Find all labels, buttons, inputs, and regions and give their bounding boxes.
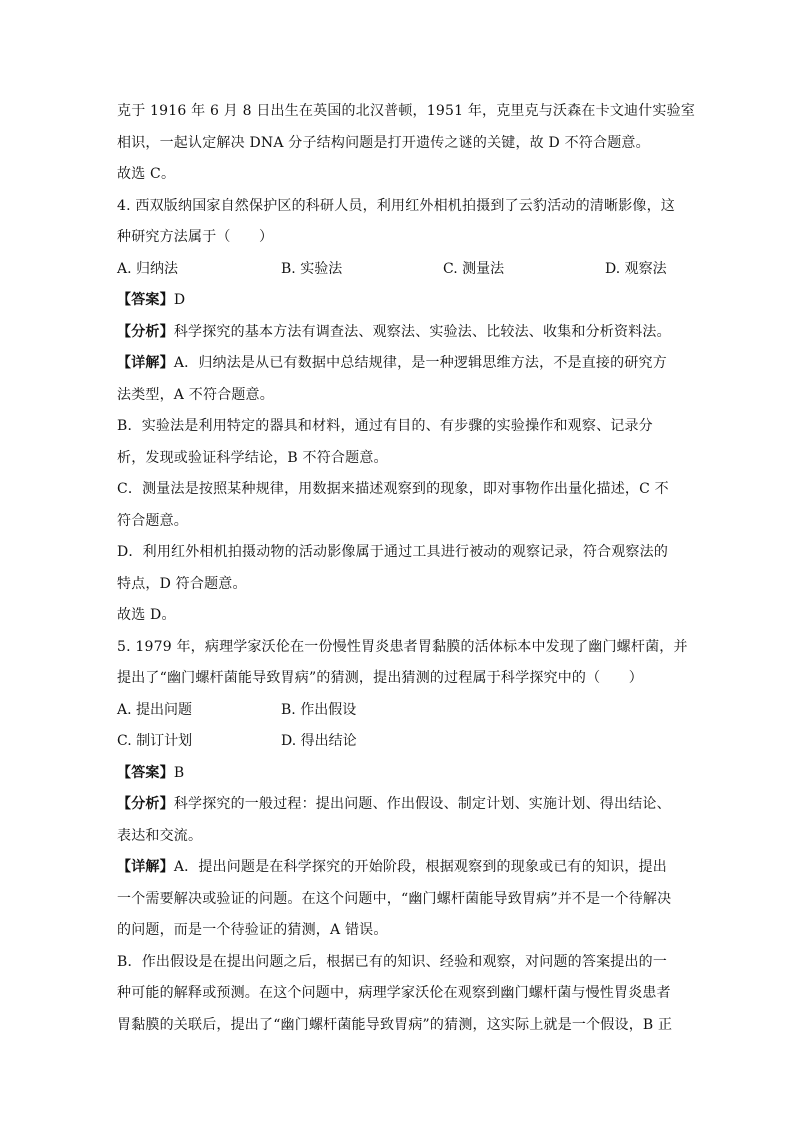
analysis-label: 【分析】 [117, 796, 174, 812]
answer-value: B [173, 765, 185, 781]
q5-option-b: B. 作出假设 [281, 702, 357, 718]
text-line: 克于 1916 年 6 月 8 日出生在英国的北汉普顿，1951 年，克里克与沃森在卡文迪什实验室 [117, 103, 696, 119]
text-line: 的问题，而是一个待验证的猜测，A 错误。 [117, 922, 388, 938]
text-line: 相识，一起认定解决 DNA 分子结构问题是打开遗传之谜的关键，故 D 不符合题意。 [117, 135, 650, 151]
question-5-stem: 5. 1979 年，病理学家沃伦在一份慢性胃炎患者胃黏膜的活体标本中发现了幽门螺杆菌，并 [117, 639, 688, 655]
q4-analysis [117, 322, 671, 342]
text-line: 特点，D 符合题意。 [117, 576, 247, 592]
q4-option-d: D. 观察法 [605, 261, 667, 277]
text-line: B．实验法是利用特定的器具和材料，通过有目的、有步骤的实验操作和观察、记录分 [117, 418, 653, 434]
q5-option-c: C. 制订计划 [117, 733, 193, 749]
question-4-stem: 种研究方法属于（ ） [117, 229, 274, 245]
analysis-text: 科学探究的基本方法有调查法、观察法、实验法、比较法、收集和分析资料法。 [173, 324, 671, 340]
q4-detail [117, 353, 667, 373]
text-line: 种可能的解释或预测。在这个问题中，病理学家沃伦在观察到幽门螺杆菌与慢性胃炎患者 [117, 985, 671, 1001]
question-4-stem: 4. 西双版纳国家自然保护区的科研人员，利用红外相机拍摄到了云豹活动的清晰影像，这 [117, 198, 676, 214]
q4-option-b: B. 实验法 [281, 261, 343, 277]
detail-label: 【详解】 [117, 859, 174, 875]
text-line: 法类型，A 不符合题意。 [117, 387, 274, 403]
text-line: 故选 C。 [117, 166, 176, 182]
text-line: 符合题意。 [117, 513, 188, 529]
analysis-label: 【分析】 [117, 324, 174, 340]
text-line: 一个需要解决或验证的问题。在这个问题中，“幽门螺杆菌能导致胃病”并不是一个待解决 [117, 891, 672, 907]
analysis-text: 科学探究的一般过程：提出问题、作出假设、制定计划、实施计划、得出结论、 [173, 796, 671, 812]
text-line: 故选 D。 [117, 607, 176, 623]
q5-detail [117, 857, 667, 877]
q4-answer [117, 290, 185, 310]
q5-answer [117, 763, 184, 783]
question-5-stem: 提出了“幽门螺杆菌能导致胃病”的猜测，提出猜测的过程属于科学探究中的（ ） [117, 670, 643, 686]
detail-text: A．归纳法是从已有数据中总结规律，是一种逻辑思维方法，不是直接的研究方 [173, 355, 667, 371]
text-line: C．测量法是按照某种规律，用数据来描述观察到的现象，即对事物作出量化描述，C 不 [117, 481, 669, 497]
text-line: 表达和交流。 [117, 828, 203, 844]
answer-value: D [173, 292, 186, 308]
q5-option-a: A. 提出问题 [117, 702, 193, 718]
q4-option-a: A. 归纳法 [117, 261, 179, 277]
text-line: D．利用红外相机拍摄动物的活动影像属于通过工具进行被动的观察记录，符合观察法的 [117, 544, 669, 560]
q4-option-c: C. 测量法 [443, 261, 505, 277]
answer-label: 【答案】 [117, 765, 174, 781]
detail-label: 【详解】 [117, 355, 174, 371]
text-line: 析，发现或验证科学结论，B 不符合题意。 [117, 450, 388, 466]
answer-label: 【答案】 [117, 292, 174, 308]
q5-option-d: D. 得出结论 [281, 733, 357, 749]
detail-text: A．提出问题是在科学探究的开始阶段，根据观察到的现象或已有的知识，提出 [173, 859, 667, 875]
text-line: 胃黏膜的关联后，提出了“幽门螺杆菌能导致胃病”的猜测，这实际上就是一个假设，B 正 [117, 1017, 673, 1033]
text-line: B．作出假设是在提出问题之后，根据已有的知识、经验和观察，对问题的答案提出的一 [117, 954, 668, 970]
q5-analysis [117, 794, 671, 814]
